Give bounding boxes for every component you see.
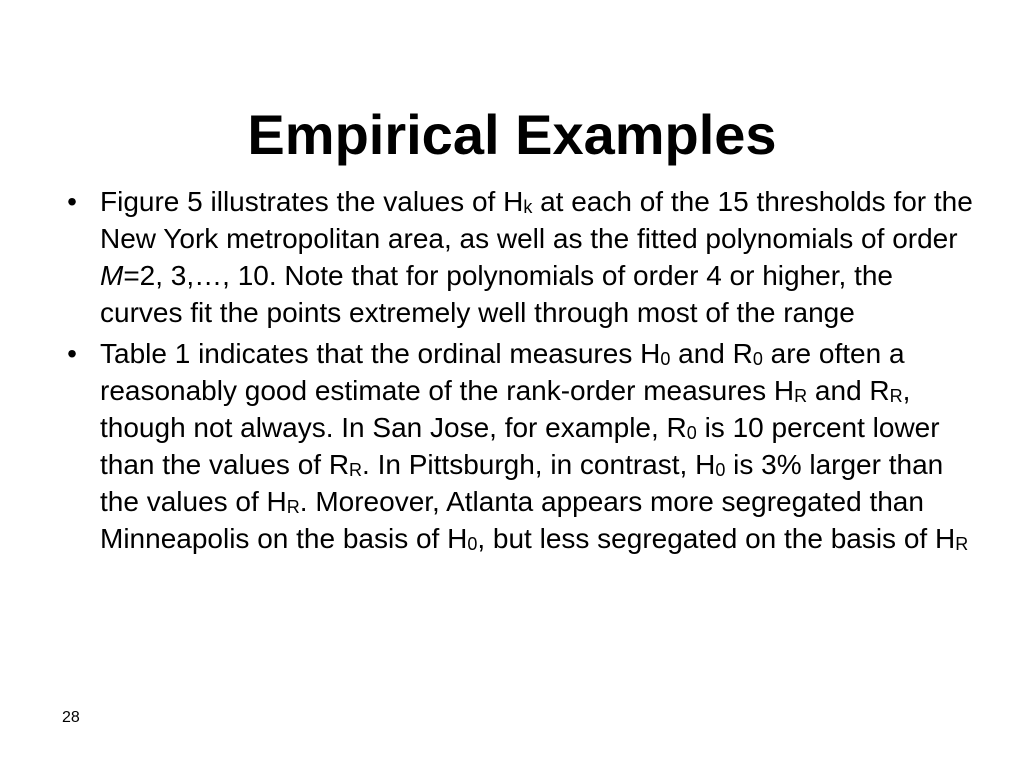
- text-segment: and R: [807, 375, 890, 406]
- bullet-dot-icon: •: [67, 338, 77, 369]
- text-segment: and R: [670, 338, 753, 369]
- subscript: 0: [752, 349, 763, 369]
- text-segment: . Moreover, Atlanta appears more segregated than Minneapolis on the basis of H: [100, 486, 924, 554]
- text-segment: . In Pittsburgh, in contrast, H: [362, 449, 716, 480]
- subscript: R: [955, 534, 969, 554]
- text-segment: is 3% larger than the values of H: [100, 449, 944, 517]
- bullet-list: [62, 183, 982, 561]
- subscript: 0: [686, 423, 697, 443]
- bullet-dot-icon: •: [67, 186, 77, 217]
- bullet-text: [100, 335, 982, 557]
- page-number: 28: [62, 709, 80, 726]
- bullet-text: [100, 183, 982, 331]
- subscript: R: [794, 386, 808, 406]
- subscript: R: [349, 460, 363, 480]
- subscript: R: [889, 386, 903, 406]
- subscript: 0: [660, 349, 671, 369]
- subscript: k: [523, 197, 533, 217]
- text-segment: =2, 3,…, 10. Note that for polynomials of order 4 or higher, the curves fit the points extremely well through most of the range: [100, 260, 893, 328]
- slide-title: Empirical Examples: [247, 102, 777, 166]
- subscript: 0: [715, 460, 726, 480]
- text-segment: are often a reasonably good estimate of the rank-order measures H: [100, 338, 905, 406]
- bullet-item: [62, 335, 982, 557]
- text-segment: Figure 5 illustrates the values of H: [100, 186, 524, 217]
- subscript: 0: [467, 534, 478, 554]
- text-segment: at each of the 15 thresholds for the New York metropolitan area, as well as the fitted polynomials of order: [100, 186, 973, 254]
- text-segment: , but less segregated on the basis of H: [477, 523, 956, 554]
- text-segment: , though not always. In San Jose, for example, R: [100, 375, 911, 443]
- bullet-item: [62, 183, 982, 331]
- italic-text: M: [100, 260, 124, 291]
- subscript: R: [286, 497, 300, 517]
- text-segment: is 10 percent lower than the values of R: [100, 412, 940, 480]
- text-segment: Table 1 indicates that the ordinal measures H: [100, 338, 661, 369]
